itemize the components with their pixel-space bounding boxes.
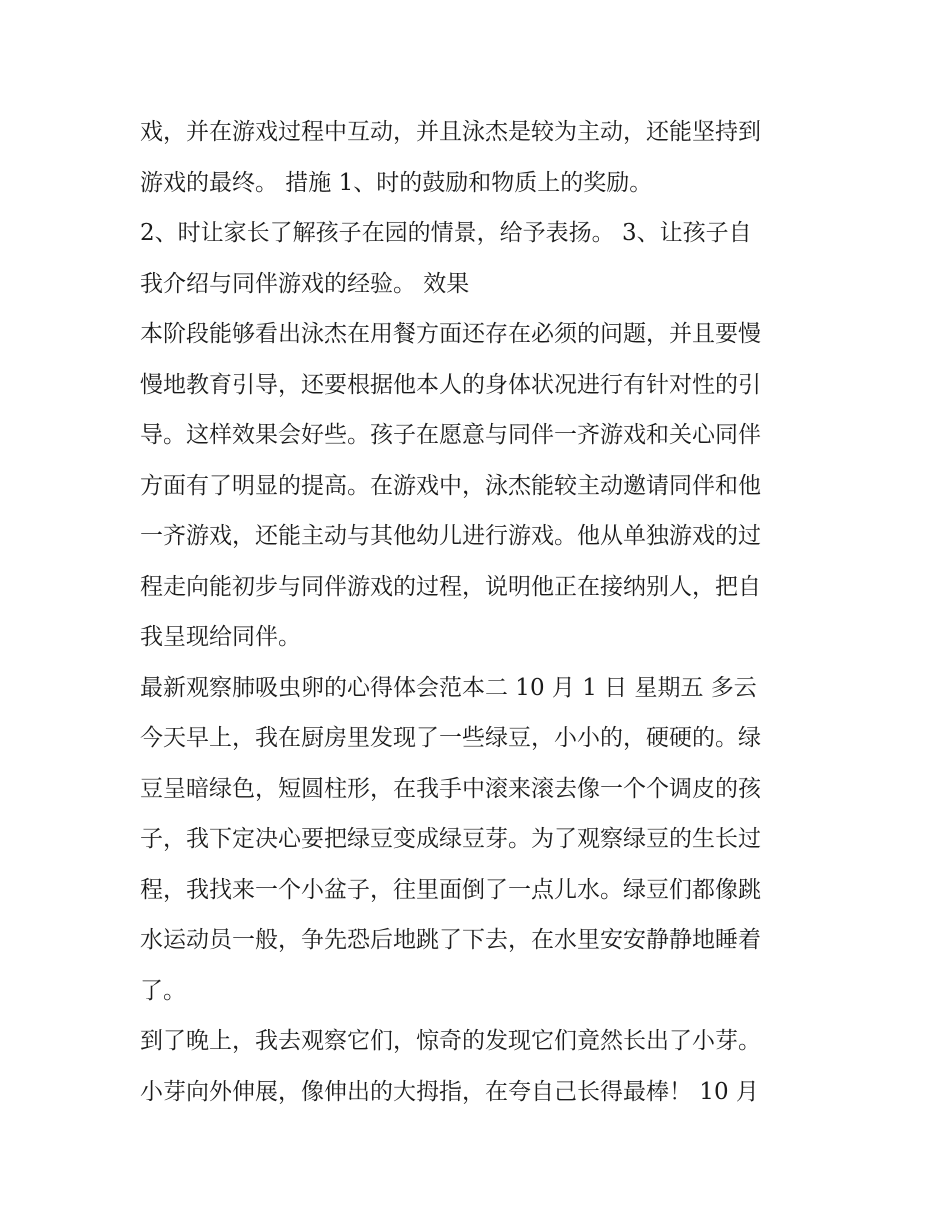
text-line: 戏，并在游戏过程中互动，并且泳杰是较为主动，还能坚持到	[140, 119, 761, 145]
section-title: 最新观察肺吸虫卵的心得体会范本二 10 月 1 日 星期五 多云	[140, 674, 757, 701]
text-line: 本阶段能够看出泳杰在用餐方面还存在必须的问题，并且要慢	[140, 321, 761, 347]
text-line: 2、时让家长了解孩子在园的情景，给予表扬。 3、让孩子自	[140, 220, 752, 246]
text-line: 今天早上，我在厨房里发现了一些绿豆，小小的，硬硬的。绿	[140, 725, 761, 751]
text-line: 水运动员一般，争先恐后地跳了下去，在水里安安静静地睡着	[140, 927, 761, 953]
text-line: 到了晚上，我去观察它们，惊奇的发现它们竟然长出了小芽。	[140, 1028, 761, 1054]
text-line: 游戏的最终。 措施 1、时的鼓励和物质上的奖励。	[140, 169, 653, 196]
text-line: 小芽向外伸展，像伸出的大拇指，在夸自己长得最棒！ 10 月	[140, 1078, 759, 1105]
text-line: 方面有了明显的提高。在游戏中，泳杰能较主动邀请同伴和他	[140, 472, 761, 499]
text-line: 慢地教育引导，还要根据他本人的身体状况进行有针对性的引	[140, 371, 761, 398]
text-line: 程走向能初步与同伴游戏的过程，说明他正在接纳别人，把自	[140, 573, 761, 600]
text-line: 我呈现给同伴。	[140, 624, 301, 650]
text-line: 导。这样效果会好些。孩子在愿意与同伴一齐游戏和关心同伴	[140, 422, 761, 448]
document-body	[140, 107, 820, 1117]
text-line: 我介绍与同伴游戏的经验。 效果	[140, 270, 470, 297]
text-line: 一齐游戏，还能主动与其他幼儿进行游戏。他从单独游戏的过	[140, 523, 761, 549]
text-line: 了。	[140, 977, 186, 1004]
text-line: 子，我下定决心要把绿豆变成绿豆芽。为了观察绿豆的生长过	[140, 826, 761, 852]
text-line: 程，我找来一个小盆子，往里面倒了一点儿水。绿豆们都像跳	[140, 876, 761, 903]
text-line: 豆呈暗绿色，短圆柱形，在我手中滚来滚去像一个个调皮的孩	[140, 775, 761, 802]
